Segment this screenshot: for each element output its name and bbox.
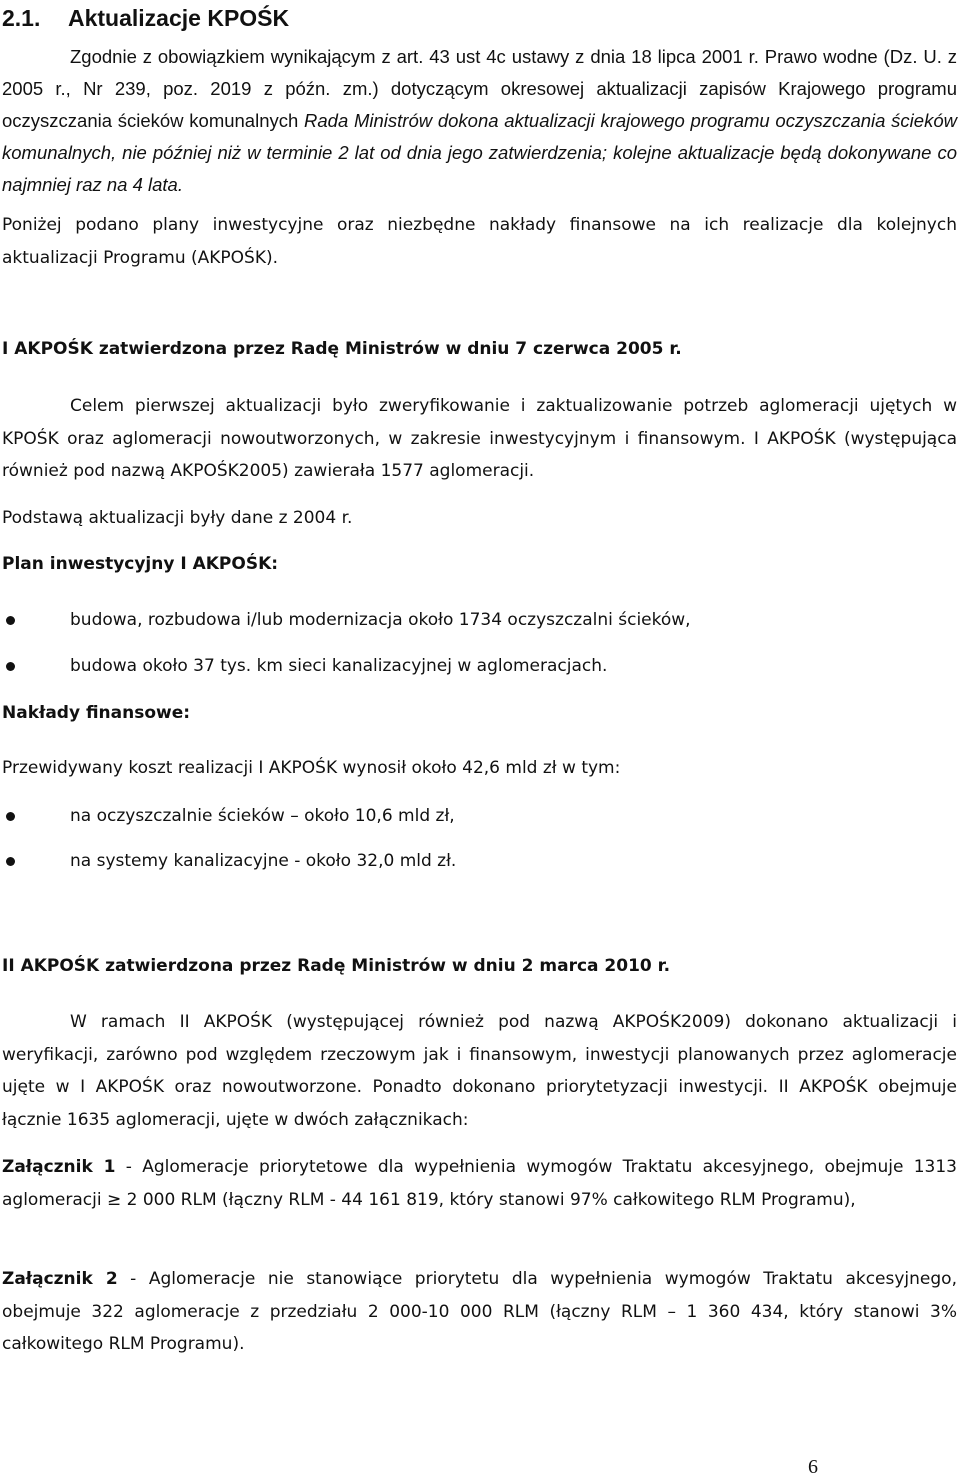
first-update-heading: I AKPOŚK zatwierdzona przez Radę Ministrów w dniu 7 czerwca 2005 r. (2, 339, 682, 359)
finance-intro: Przewidywany koszt realizacji I AKPOŚK wynosił około 42,6 mld zł w tym: (2, 758, 621, 778)
finance-heading: Nakłady finansowe: (2, 703, 191, 723)
annex-2-label: Załącznik 2 (2, 1269, 118, 1289)
bullet-icon (6, 616, 15, 625)
bullet-icon (6, 662, 15, 671)
second-update-heading: II AKPOŚK zatwierdzona przez Radę Ministrów w dniu 2 marca 2010 r. (2, 956, 671, 976)
intro-italic-quote: Rada Ministrów dokona aktualizacji krajowego programu oczyszczania ścieków komunalnych, nie później niż w terminie 2 lat od dnia jego zatwierdzenia; kolejne aktualizacje będą dokonywane co najmniej raz na 4 lata. (2, 110, 957, 195)
annex-2-paragraph (2, 1263, 957, 1361)
list-item-text: budowa około 37 tys. km sieci kanalizacyjnej w aglomeracjach. (70, 656, 608, 676)
intro-follow-paragraph: Poniżej podano plany inwestycyjne oraz niezbędne nakłady finansowe na ich realizacje dla kolejnych aktualizacji Programu (AKPOŚK). (2, 215, 957, 268)
plan-list (2, 604, 957, 684)
first-update-paragraph: Celem pierwszej aktualizacji było zweryfikowanie i zaktualizowanie potrzeb aglomeracji ujętych w KPOŚK oraz aglomeracji nowoutworzonych, w zakresie inwestycyjnym i finansowym. I AKPOŚK (występująca również pod nazwą AKPOŚK2005) zawierała 1577 aglomeracji. (2, 396, 957, 481)
first-update-basis: Podstawą aktualizacji były dane z 2004 r. (2, 508, 353, 528)
page-number: 6 (808, 1456, 818, 1478)
intro-text: Zgodnie z obowiązkiem wynikającym z art. 43 ust 4c ustawy z dnia 18 lipca 2001 r. Prawo wodne (Dz. U. z 2005 r., Nr 239, poz. 2019 z późn. zm.) dotyczącym okresowej aktualizacji zapisów Krajowego programu oczyszczania ścieków komunalnych (2, 46, 957, 131)
finance-list (2, 800, 957, 880)
list-item-text: na systemy kanalizacyjne - około 32,0 mld zł. (70, 851, 457, 871)
annex-2-text: - Aglomeracje nie stanowiące priorytetu dla wypełnienia wymogów Traktatu akcesyjnego, obejmuje 322 aglomeracje z przedziału 2 000-10 000 RLM (łączny RLM – 1 360 434, który stanowi 3% całkowitego RLM Programu). (2, 1269, 957, 1354)
annex-1-text: - Aglomeracje priorytetowe dla wypełnienia wymogów Traktatu akcesyjnego, obejmuje 1313 aglomeracji ≥ 2 000 RLM (łączny RLM - 44 161 819, który stanowi 97% całkowitego RLM Programu), (2, 1157, 957, 1210)
section-heading (2, 2, 957, 34)
annex-1-label: Załącznik 1 (2, 1157, 116, 1177)
list-item-text: budowa, rozbudowa i/lub modernizacja około 1734 oczyszczalni ścieków, (70, 610, 691, 630)
list-item-text: na oczyszczalnie ścieków – około 10,6 mld zł, (70, 806, 455, 826)
section-number: 2.1. (2, 5, 41, 31)
plan-heading: Plan inwestycyjny I AKPOŚK: (2, 554, 279, 574)
second-update-paragraph: W ramach II AKPOŚK (występującej również pod nazwą AKPOŚK2009) dokonano aktualizacji i weryfikacji, zarówno pod względem rzeczowym jak i finansowym, inwestycji planowanych przez aglomeracje ujęte w I AKPOŚK oraz nowoutworzone. Ponadto dokonano priorytetyzacji inwestycji. II AKPOŚK obejmuje łącznie 1635 aglomeracji, ujęte w dwóch załącznikach: (2, 1012, 957, 1130)
bullet-icon (6, 812, 15, 821)
section-title: Aktualizacje KPOŚK (68, 5, 290, 31)
annex-1-paragraph (2, 1151, 957, 1216)
bullet-icon (6, 857, 15, 866)
intro-paragraph (2, 41, 957, 201)
